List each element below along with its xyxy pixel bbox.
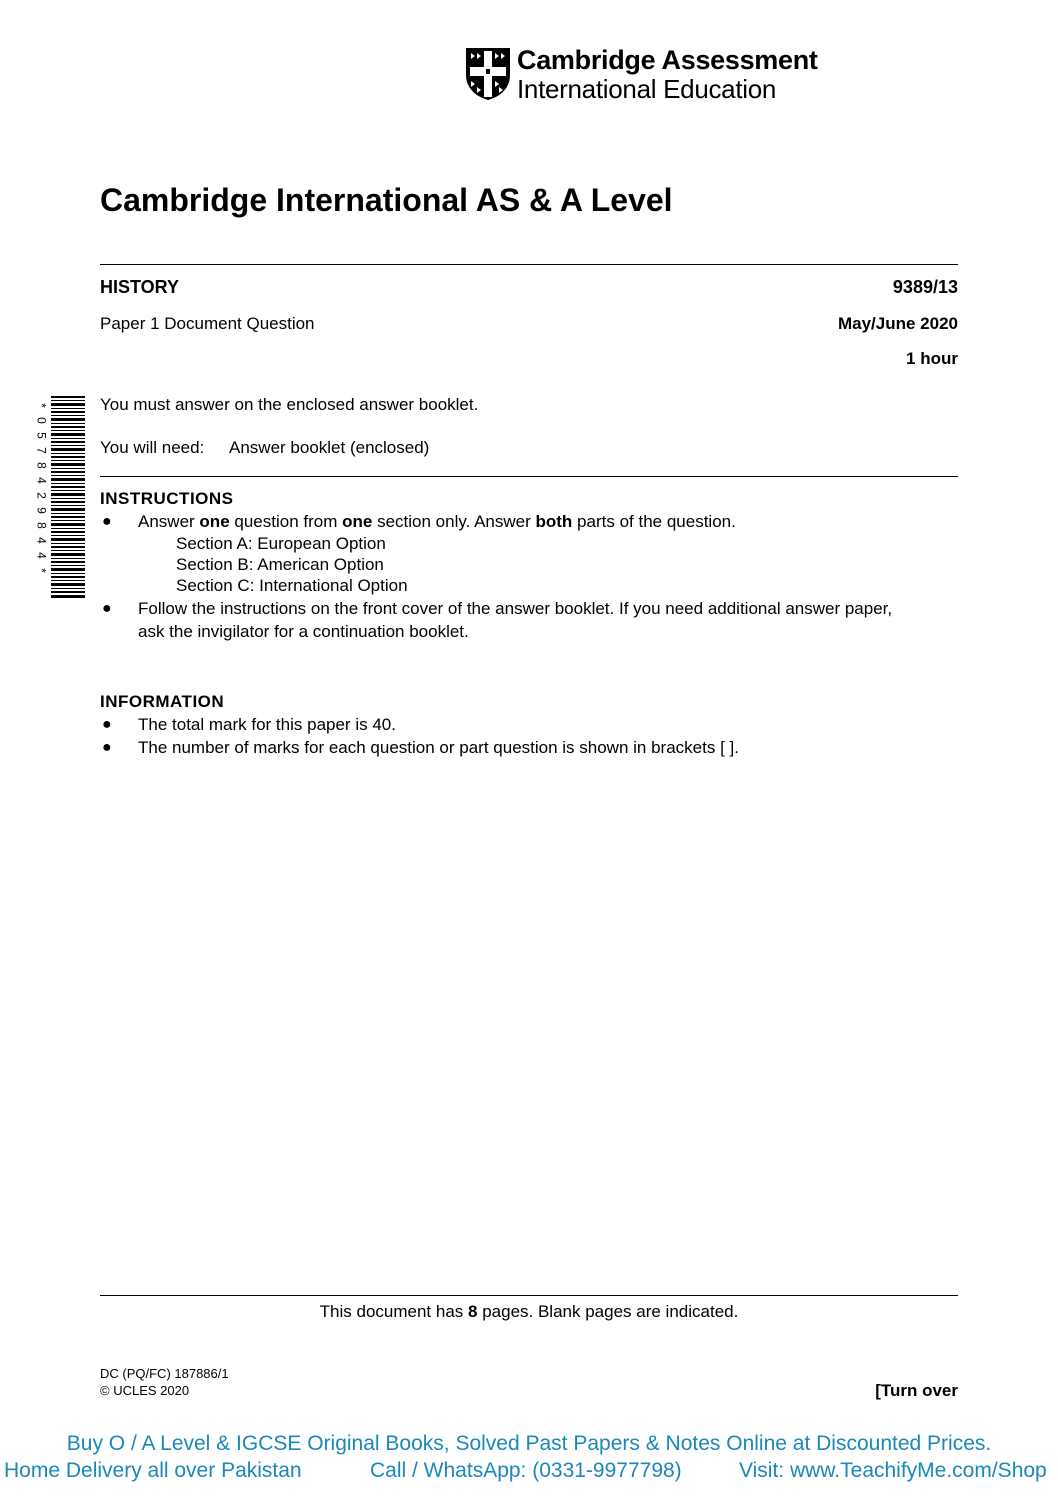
you-will-need-value: Answer booklet (enclosed) [229, 438, 430, 457]
bullet-icon: ● [102, 716, 112, 733]
footer-divider [100, 1295, 958, 1296]
section-b-option: Section B: American Option [176, 555, 384, 574]
emphasis-one: one [199, 512, 230, 531]
information-item: The total mark for this paper is 40. [138, 715, 396, 734]
text-run: This document has [319, 1302, 469, 1321]
instructions-heading: INSTRUCTIONS [100, 489, 234, 508]
emphasis-one: one [342, 512, 373, 531]
text-run: Answer [138, 512, 200, 531]
bullet-icon: ● [102, 600, 112, 617]
text-run: section only. Answer [372, 512, 536, 531]
cambridge-shield-icon [465, 47, 511, 101]
paper-title: Paper 1 Document Question [100, 314, 315, 333]
top-divider [100, 264, 958, 265]
copyright: © UCLES 2020 [100, 1383, 190, 1398]
instruction-follow-line-2: ask the invigilator for a continuation booklet. [138, 622, 469, 641]
emphasis-both: both [535, 512, 573, 531]
information-heading: INFORMATION [100, 692, 225, 711]
barcode-digit: 0 [34, 417, 49, 424]
barcode-digit: 8 [34, 522, 49, 529]
barcode-digit: 5 [34, 432, 49, 439]
section-c-option: Section C: International Option [176, 576, 408, 595]
instruction-follow-line-1: Follow the instructions on the front cover of the answer booklet. If you need additional answer paper, [138, 599, 893, 618]
barcode-digit: * [34, 403, 49, 408]
subject-name: HISTORY [100, 277, 180, 297]
cambridge-logo [465, 45, 818, 105]
page-count-note [0, 1302, 1058, 1322]
promo-line: Buy O / A Level & IGCSE Original Books, Solved Past Papers & Notes Online at Discounted Prices. [66, 1432, 992, 1455]
qualification-title: Cambridge International AS & A Level [100, 182, 673, 218]
promo-call[interactable]: Call / WhatsApp: (0331-9977798) [370, 1459, 682, 1482]
barcode-digit: * [34, 568, 49, 573]
logo-line-1: Cambridge Assessment [517, 45, 818, 75]
turn-over: [Turn over [875, 1381, 958, 1400]
exam-session: May/June 2020 [837, 314, 958, 333]
barcode-digits [35, 398, 47, 578]
barcode-digit: 8 [34, 462, 49, 469]
barcode-digit: 9 [34, 507, 49, 514]
barcode-digit: 7 [34, 447, 49, 454]
barcode-digit: 4 [34, 552, 49, 559]
text-run: parts of the question. [572, 512, 736, 531]
text-run: question from [229, 512, 343, 531]
text-run: pages. Blank pages are indicated. [477, 1302, 739, 1321]
page-count: 8 [468, 1302, 478, 1321]
middle-divider [100, 476, 958, 477]
bullet-icon: ● [102, 739, 112, 756]
promo-visit-link[interactable]: Visit: www.TeachifyMe.com/Shop [739, 1459, 1047, 1482]
barcode-digit: 2 [34, 492, 49, 499]
exam-duration: 1 hour [906, 349, 958, 368]
instruction-answer [138, 512, 736, 532]
syllabus-code: 9389/13 [892, 277, 958, 297]
barcode-digit: 4 [34, 477, 49, 484]
barcode-digit: 4 [34, 537, 49, 544]
bullet-icon: ● [102, 513, 112, 530]
you-will-need-label: You will need: [100, 438, 205, 457]
promo-delivery: Home Delivery all over Pakistan [4, 1459, 302, 1482]
document-reference: DC (PQ/FC) 187886/1 [100, 1366, 229, 1381]
section-a-option: Section A: European Option [176, 534, 386, 553]
answer-booklet-note: You must answer on the enclosed answer booklet. [100, 395, 479, 414]
information-item: The number of marks for each question or part question is shown in brackets [ ]. [138, 738, 739, 757]
logo-line-2: International Education [517, 74, 777, 104]
